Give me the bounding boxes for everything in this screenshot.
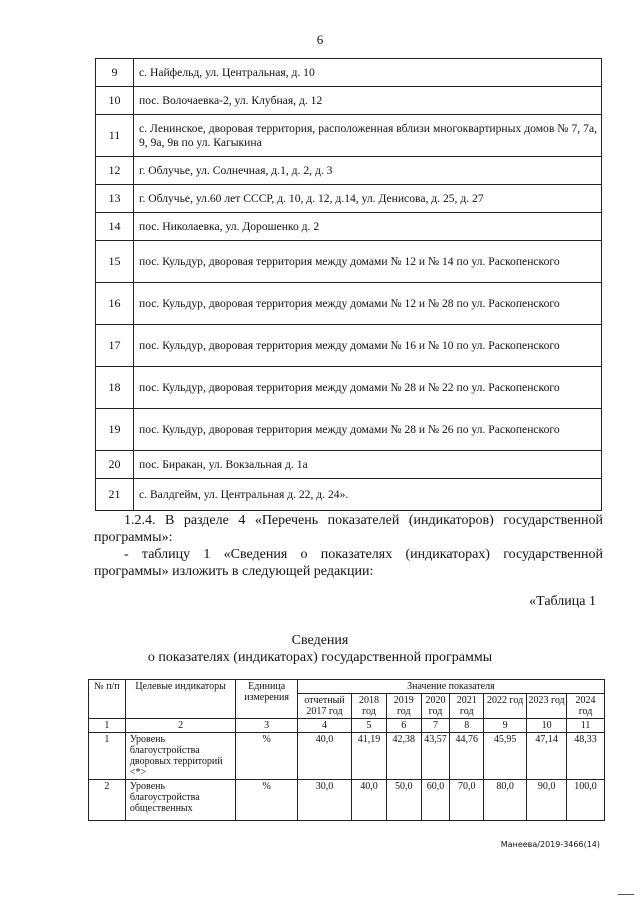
indicator-unit-text: % (262, 734, 271, 745)
document-stamp: Манеева/2019-3466(14) (500, 840, 600, 849)
indicator-value (421, 733, 450, 780)
indicator-value (527, 780, 567, 821)
column-number: 3 (236, 719, 297, 733)
indicator-value-text: 70,0 (457, 781, 476, 792)
indicator-value-text: 47,14 (535, 734, 558, 745)
indicator-value-text: 48,33 (574, 734, 597, 745)
address-row (96, 325, 602, 367)
indicator-number-text: 2 (104, 781, 110, 792)
address-row-number: 14 (96, 213, 134, 241)
address-row-text: г. Облучье, ул. Солнечная, д.1, д. 2, д. 3 (134, 157, 602, 185)
header-year: 2023 год (527, 694, 567, 719)
indicator-name-text: Уровень благоустройства дворовых территорий <*> (129, 734, 223, 778)
indicator-number (89, 780, 126, 821)
header-year: 2018 год (352, 694, 387, 719)
indicator-value (386, 780, 421, 821)
indicator-value-text: 45,95 (493, 734, 517, 745)
indicator-name (125, 780, 236, 821)
address-row-text: пос. Николаевка, ул. Дорошенко д. 2 (134, 213, 602, 241)
column-number: 5 (352, 719, 387, 733)
address-row-text: пос. Кульдур, дворовая территория между домами № 12 и № 14 по ул. Раскопенского (134, 241, 602, 283)
indicator-value-text: 100,0 (574, 781, 597, 792)
address-row (96, 185, 602, 213)
address-row (96, 367, 602, 409)
address-row (96, 451, 602, 479)
address-row-text: пос. Кульдур, дворовая территория между домами № 28 и № 26 по ул. Раскопенского (134, 409, 602, 451)
address-row-number: 18 (96, 367, 134, 409)
indicator-value (527, 733, 567, 780)
page-corner-mark (618, 894, 634, 895)
column-number: 6 (386, 719, 421, 733)
header-target-indicators: Целевые индикаторы (125, 680, 236, 719)
address-row (96, 157, 602, 185)
indicators-table-body (89, 733, 605, 821)
address-row-text: пос. Кульдур, дворовая территория между домами № 16 и № 10 по ул. Раскопенского (134, 325, 602, 367)
address-row-text: пос. Биракан, ул. Вокзальная д. 1а (134, 451, 602, 479)
address-row-text: с. Валдгейм, ул. Центральная д. 22, д. 24». (134, 479, 602, 511)
header-number: № п/п (89, 680, 126, 719)
header-year: 2022 год (484, 694, 527, 719)
address-row (96, 213, 602, 241)
indicator-value (297, 733, 351, 780)
indicator-value-text: 80,0 (496, 781, 514, 792)
address-table-body (96, 59, 602, 511)
address-row-number: 12 (96, 157, 134, 185)
indicator-value-text: 43,57 (424, 734, 447, 745)
indicator-value-text: 40,0 (360, 781, 378, 792)
amendment-text (94, 512, 603, 580)
indicator-value (421, 780, 450, 821)
column-number: 1 (89, 719, 126, 733)
address-row-text: г. Облучье, ул.60 лет СССР, д. 10, д. 12, д.14, ул. Денисова, д. 25, д. 27 (134, 185, 602, 213)
indicator-value (386, 733, 421, 780)
indicator-number (89, 733, 126, 780)
indicator-value-text: 40,0 (315, 734, 334, 745)
address-row-number: 16 (96, 283, 134, 325)
header-value: Значение показателя (297, 680, 604, 694)
indicator-unit (236, 733, 297, 780)
table-heading-subtitle: о показателях (индикаторах) государственной программы (147, 650, 493, 665)
indicator-value-text: 90,0 (537, 781, 556, 792)
address-table (95, 58, 602, 511)
indicator-value-text: 50,0 (395, 781, 413, 792)
column-number: 10 (527, 719, 567, 733)
indicator-unit-text: % (262, 781, 271, 792)
address-row (96, 115, 602, 157)
indicator-value (567, 780, 605, 821)
address-row (96, 283, 602, 325)
column-number: 4 (297, 719, 351, 733)
indicator-unit (236, 780, 297, 821)
address-row-text: пос. Кульдур, дворовая территория между домами № 12 и № 28 по ул. Раскопенского (134, 283, 602, 325)
header-year: 2019 год (386, 694, 421, 719)
address-row-number: 13 (96, 185, 134, 213)
column-number: 11 (567, 719, 605, 733)
address-row-text: пос. Волочаевка-2, ул. Клубная, д. 12 (134, 87, 602, 115)
address-row (96, 479, 602, 511)
address-row (96, 87, 602, 115)
address-row-number: 10 (96, 87, 134, 115)
address-row (96, 241, 602, 283)
header-year: отчетный 2017 год (297, 694, 351, 719)
address-row (96, 409, 602, 451)
indicator-name (125, 733, 236, 780)
indicator-value (352, 780, 387, 821)
page-number: 6 (316, 32, 324, 47)
column-number: 8 (450, 719, 484, 733)
column-numbers-row (89, 719, 605, 733)
address-row-text: пос. Кульдур, дворовая территория между домами № 28 и № 22 по ул. Раскопенского (134, 367, 602, 409)
address-row-text: с. Ленинское, дворовая территория, расположенная вблизи многоквартирных домов № 7, 7а, 9, 9а, 9в по ул. Кагыкина (134, 115, 602, 157)
paragraph-table-instruction: - таблицу 1 «Сведения о показателях (индикаторах) государственной программы» изложить в следующей редакции: (94, 547, 603, 579)
column-number: 9 (484, 719, 527, 733)
indicators-table (88, 679, 605, 821)
indicator-value (352, 733, 387, 780)
address-row-number: 15 (96, 241, 134, 283)
indicator-value-text: 42,38 (392, 734, 416, 745)
header-unit: Единица измерения (236, 680, 297, 719)
table-label: «Таблица 1 (529, 594, 596, 609)
address-row-number: 19 (96, 409, 134, 451)
indicator-value (484, 733, 527, 780)
address-row-number: 20 (96, 451, 134, 479)
indicator-value (450, 780, 484, 821)
indicator-value (297, 780, 351, 821)
address-row-number: 9 (96, 59, 134, 87)
column-number: 7 (421, 719, 450, 733)
indicator-value (567, 733, 605, 780)
address-row-number: 21 (96, 479, 134, 511)
indicator-name-text: Уровень благоустройства общественных (129, 781, 200, 814)
indicator-value (450, 733, 484, 780)
address-row (96, 59, 602, 87)
indicator-number-text: 1 (104, 734, 110, 745)
indicator-value (484, 780, 527, 821)
indicator-value-text: 44,76 (455, 734, 478, 745)
header-year: 2020 год (421, 694, 450, 719)
indicator-row (89, 733, 605, 780)
header-year: 2021 год (450, 694, 484, 719)
address-row-text: с. Найфельд, ул. Центральная, д. 10 (134, 59, 602, 87)
indicator-row (89, 780, 605, 821)
indicator-value-text: 60,0 (426, 781, 445, 792)
indicator-value-text: 41,19 (357, 734, 381, 745)
column-number: 2 (125, 719, 236, 733)
indicator-value-text: 30,0 (315, 781, 334, 792)
address-row-number: 17 (96, 325, 134, 367)
header-year: 2024 год (567, 694, 605, 719)
paragraph-section-reference: 1.2.4. В разделе 4 «Перечень показателей (индикаторов) государственной программы»: (94, 513, 603, 545)
address-row-number: 11 (96, 115, 134, 157)
table-heading-title: Сведения (291, 633, 349, 648)
